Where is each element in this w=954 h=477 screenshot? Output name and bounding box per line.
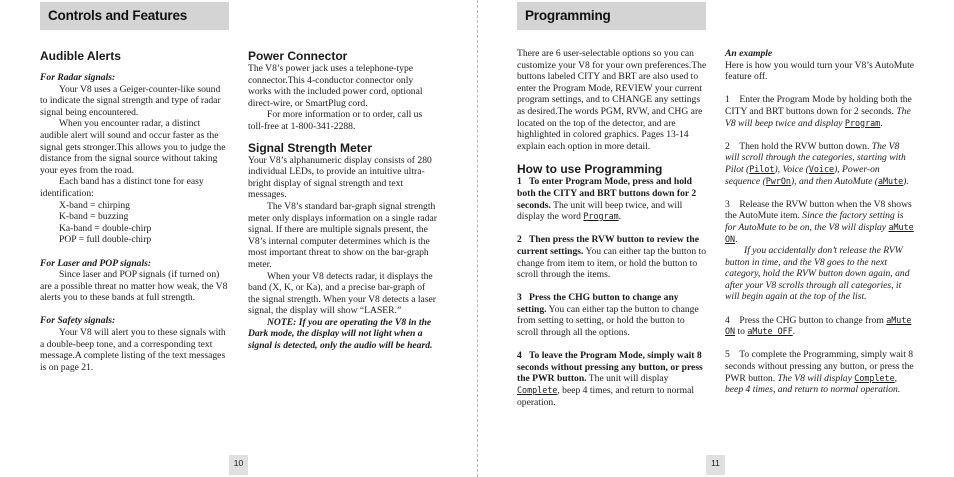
example-step-5-italic-end: , beep 4 times, and return to normal operation. xyxy=(725,372,901,396)
radar-paragraph-2: When you encounter radar, a distinct audible alert will sound and occur faster as the signal gets stronger.This allows you to judge the distance from the signal source without taking your eyes from the road. xyxy=(40,118,226,176)
right-page-title: Programming xyxy=(525,8,611,23)
step-number: 2 xyxy=(517,234,522,246)
dark-mode-note: NOTE: If you are operating the V8 in the Dark mode, the display will not light when a signal is detected, only the audio will be heard. xyxy=(248,316,433,352)
step-number: 3 xyxy=(725,198,730,210)
example-step-5-text: To complete the Programming, simply wait 8 seconds without pressing any button, or press the PWR button. xyxy=(725,349,914,384)
display-code: Program xyxy=(583,211,619,222)
right-page-number: 11 xyxy=(706,455,725,475)
step-3 xyxy=(517,292,707,338)
band-list-item: Ka-band = double-chirp xyxy=(59,222,152,234)
power-signal-column xyxy=(248,49,438,352)
display-code: aMute xyxy=(877,175,904,186)
safety-signals-subheading: For Safety signals: xyxy=(40,315,116,327)
example-step-1: 1 Enter the Program Mode by holding both the CITY and BRT buttons down for 2 seconds. The V8 will beep twice and display Program. xyxy=(725,94,912,129)
radar-signals-subheading: For Radar signals: xyxy=(40,72,116,83)
step-number: 5 xyxy=(725,349,730,361)
step-number: 2 xyxy=(725,140,730,152)
step-3-instruction: Press the CHG button to change any setting. xyxy=(517,292,679,315)
example-step-2-italic: ). xyxy=(903,175,909,187)
page-divider xyxy=(477,0,478,477)
audible-alerts-heading: Audible Alerts xyxy=(40,49,121,63)
example-column xyxy=(725,48,915,396)
step-1-instruction: To enter Program Mode, press and hold both the CITY and BRT buttons down for 2 seconds. xyxy=(517,176,697,211)
example-step-5 xyxy=(725,349,915,395)
step-4-text: The unit will display xyxy=(588,373,669,385)
example-step-3-italic: Since the factory setting is for AutoMute to be on, the V8 will display xyxy=(725,210,904,233)
example-step-2-italic: ), Voice ( xyxy=(774,163,809,175)
left-page-number: 10 xyxy=(229,455,248,475)
power-connector-paragraph-2: For more information or to order, call us toll-free at 1-800-341-2288. xyxy=(248,109,423,132)
example-step-3: 3 Release the RVW button when the V8 shows the AutoMute item. Since the factory setting is for AutoMute to be on, the V8 will display aMute ON. xyxy=(725,198,914,245)
display-code: aMute OFF xyxy=(747,326,793,337)
example-heading: An example xyxy=(725,48,773,59)
how-to-heading: How to use Programming xyxy=(517,162,663,177)
signal-strength-paragraph-3: When your V8 detects radar, it displays the band (X, K, or Ka), and a precise bar-graph of the signal strength. When your V8 detects a laser signal, the display will show “LASER.” xyxy=(248,270,437,317)
step-4: 4 To leave the Program Mode, simply wait 8 seconds without pressing any button, or press the PWR button. The unit will display Complete, beep 4 times, and return to normal operation. xyxy=(517,350,703,408)
step-4-text-end: beep 4 times, and return to normal operation. xyxy=(517,385,695,408)
radar-paragraph-3: Each band has a distinct tone for easy identification: xyxy=(40,176,204,199)
left-page-banner xyxy=(40,2,229,30)
display-code: Complete xyxy=(517,385,558,396)
laser-paragraph: Since laser and POP signals (if turned on) are a possible threat no matter how weak, the V8 alerts you to these bands at full strength. xyxy=(40,269,228,304)
step-number: 1 xyxy=(517,176,522,188)
display-code: Pilot xyxy=(749,163,775,174)
example-step-3-text: Release the RVW button when the V8 shows the AutoMute item. xyxy=(725,198,912,222)
example-intro: Here is how you would turn your V8’s AutoMute feature off. xyxy=(725,59,915,83)
example-step-3-note-text: If you accidentally don’t release the RVW button in time, and the V8 goes to the next category, hold the RVW button down again, and after your V8 scrolls through all categories, it will begin again at the top of the list. xyxy=(725,245,910,303)
example-step-4-to: to xyxy=(737,326,745,338)
left-page-title: Controls and Features xyxy=(48,8,188,23)
signal-strength-paragraph-2: The V8’s standard bar-graph signal strength meter only displays information on a single radar signal. If there are multiple signals present, the V8’s internal computer determines which is the most important threat to show on the bar-graph meter. xyxy=(248,200,437,270)
right-page-banner xyxy=(517,2,706,30)
example-step-2-italic: ), and then AutoMute ( xyxy=(790,175,878,187)
display-code: Program xyxy=(844,117,881,128)
step-2-instruction: Then press the RVW button to review the current settings. xyxy=(517,234,699,257)
signal-strength-paragraph-1: Your V8’s alphanumeric display consists of 280 individual LEDs, to provide an intuitive ultra-bright display of signal strength and text messages. xyxy=(248,154,432,201)
step-number: 3 xyxy=(517,292,522,304)
step-1: 1 To enter Program Mode, press and hold both the CITY and BRT buttons down for 2 seconds. The unit will beep twice, and will display the word Program. xyxy=(517,176,697,223)
display-code: aMute ON xyxy=(725,221,914,244)
audible-alerts-column xyxy=(40,49,230,373)
band-list-item: X-band = chirping xyxy=(59,199,130,211)
step-number: 4 xyxy=(517,350,522,362)
example-step-1-italic: The V8 will beep twice and display xyxy=(725,105,911,129)
example-step-2 xyxy=(725,141,915,187)
example-step-1-text: Enter the Program Mode by holding both the CITY and BRT buttons down for 2 seconds. xyxy=(725,94,912,117)
step-2 xyxy=(517,234,707,280)
example-step-5-italic: The V8 will display xyxy=(777,372,852,384)
programming-column xyxy=(517,48,707,408)
safety-paragraph: Your V8 will alert you to these signals with a double-beep tone, and a corresponding text message.A complete listing of the text messages is on page 21. xyxy=(40,327,226,373)
step-number: 1 xyxy=(725,94,730,106)
step-3-text: You can either tap the button to change from setting to setting, or hold the button to scroll through all the options. xyxy=(517,303,699,339)
band-list-item: POP = full double-chirp xyxy=(59,234,152,246)
laser-signals-subheading: For Laser and POP signals: xyxy=(40,257,152,269)
example-step-2-italic: ), Power-on sequence ( xyxy=(725,163,880,187)
power-connector-heading: Power Connector xyxy=(248,49,348,63)
display-code: aMute ON xyxy=(725,314,912,337)
example-step-2-italic: The V8 will scroll through the categories, starting with Pilot ( xyxy=(725,140,906,175)
example-step-2-text: Then hold the RVW button down. xyxy=(739,140,870,152)
band-list-item: K-band = buzzing xyxy=(59,211,129,223)
example-step-4: 4 Press the CHG button to change from aMute ON to aMute OFF. xyxy=(725,314,912,338)
example-step-3-note xyxy=(725,245,915,303)
display-code: Complete xyxy=(854,372,895,383)
display-code: PwrOn xyxy=(765,175,791,186)
step-1-text: The unit will beep twice, and will display the word xyxy=(517,199,683,223)
radar-paragraph-1: Your V8 uses a Geiger-counter-like sound to indicate the signal strength and type of radar signal being encountered. xyxy=(40,83,221,118)
programming-intro: There are 6 user-selectable options so you can customize your V8 for your own preferences.The buttons labeled CITY and BRT are also used to enter the Program Mode, REVIEW your current program settings, and to CHANGE any settings as desired.The words PGM, RVW, and CHG are located on the top of the detector, and are highlighted in colored graphics. Pages 13-14 explain each option in more detail. xyxy=(517,48,707,152)
signal-strength-heading: Signal Strength Meter xyxy=(248,140,373,155)
example-step-4-text: Press the CHG button to change from xyxy=(739,314,884,326)
step-number: 4 xyxy=(725,314,730,326)
display-code: Voice xyxy=(808,163,835,174)
step-4-instruction: To leave the Program Mode, simply wait 8 seconds without pressing any button, or press the PWR button. xyxy=(517,350,703,385)
power-connector-paragraph-1: The V8’s power jack uses a telephone-type connector.This 4-conductor connector only works with the included power cord, optional direct-wire, or SmartPlug cord. xyxy=(248,63,423,109)
step-2-text: You can either tap the button to change from item to item, or hold the button to scroll through the items. xyxy=(517,245,707,281)
